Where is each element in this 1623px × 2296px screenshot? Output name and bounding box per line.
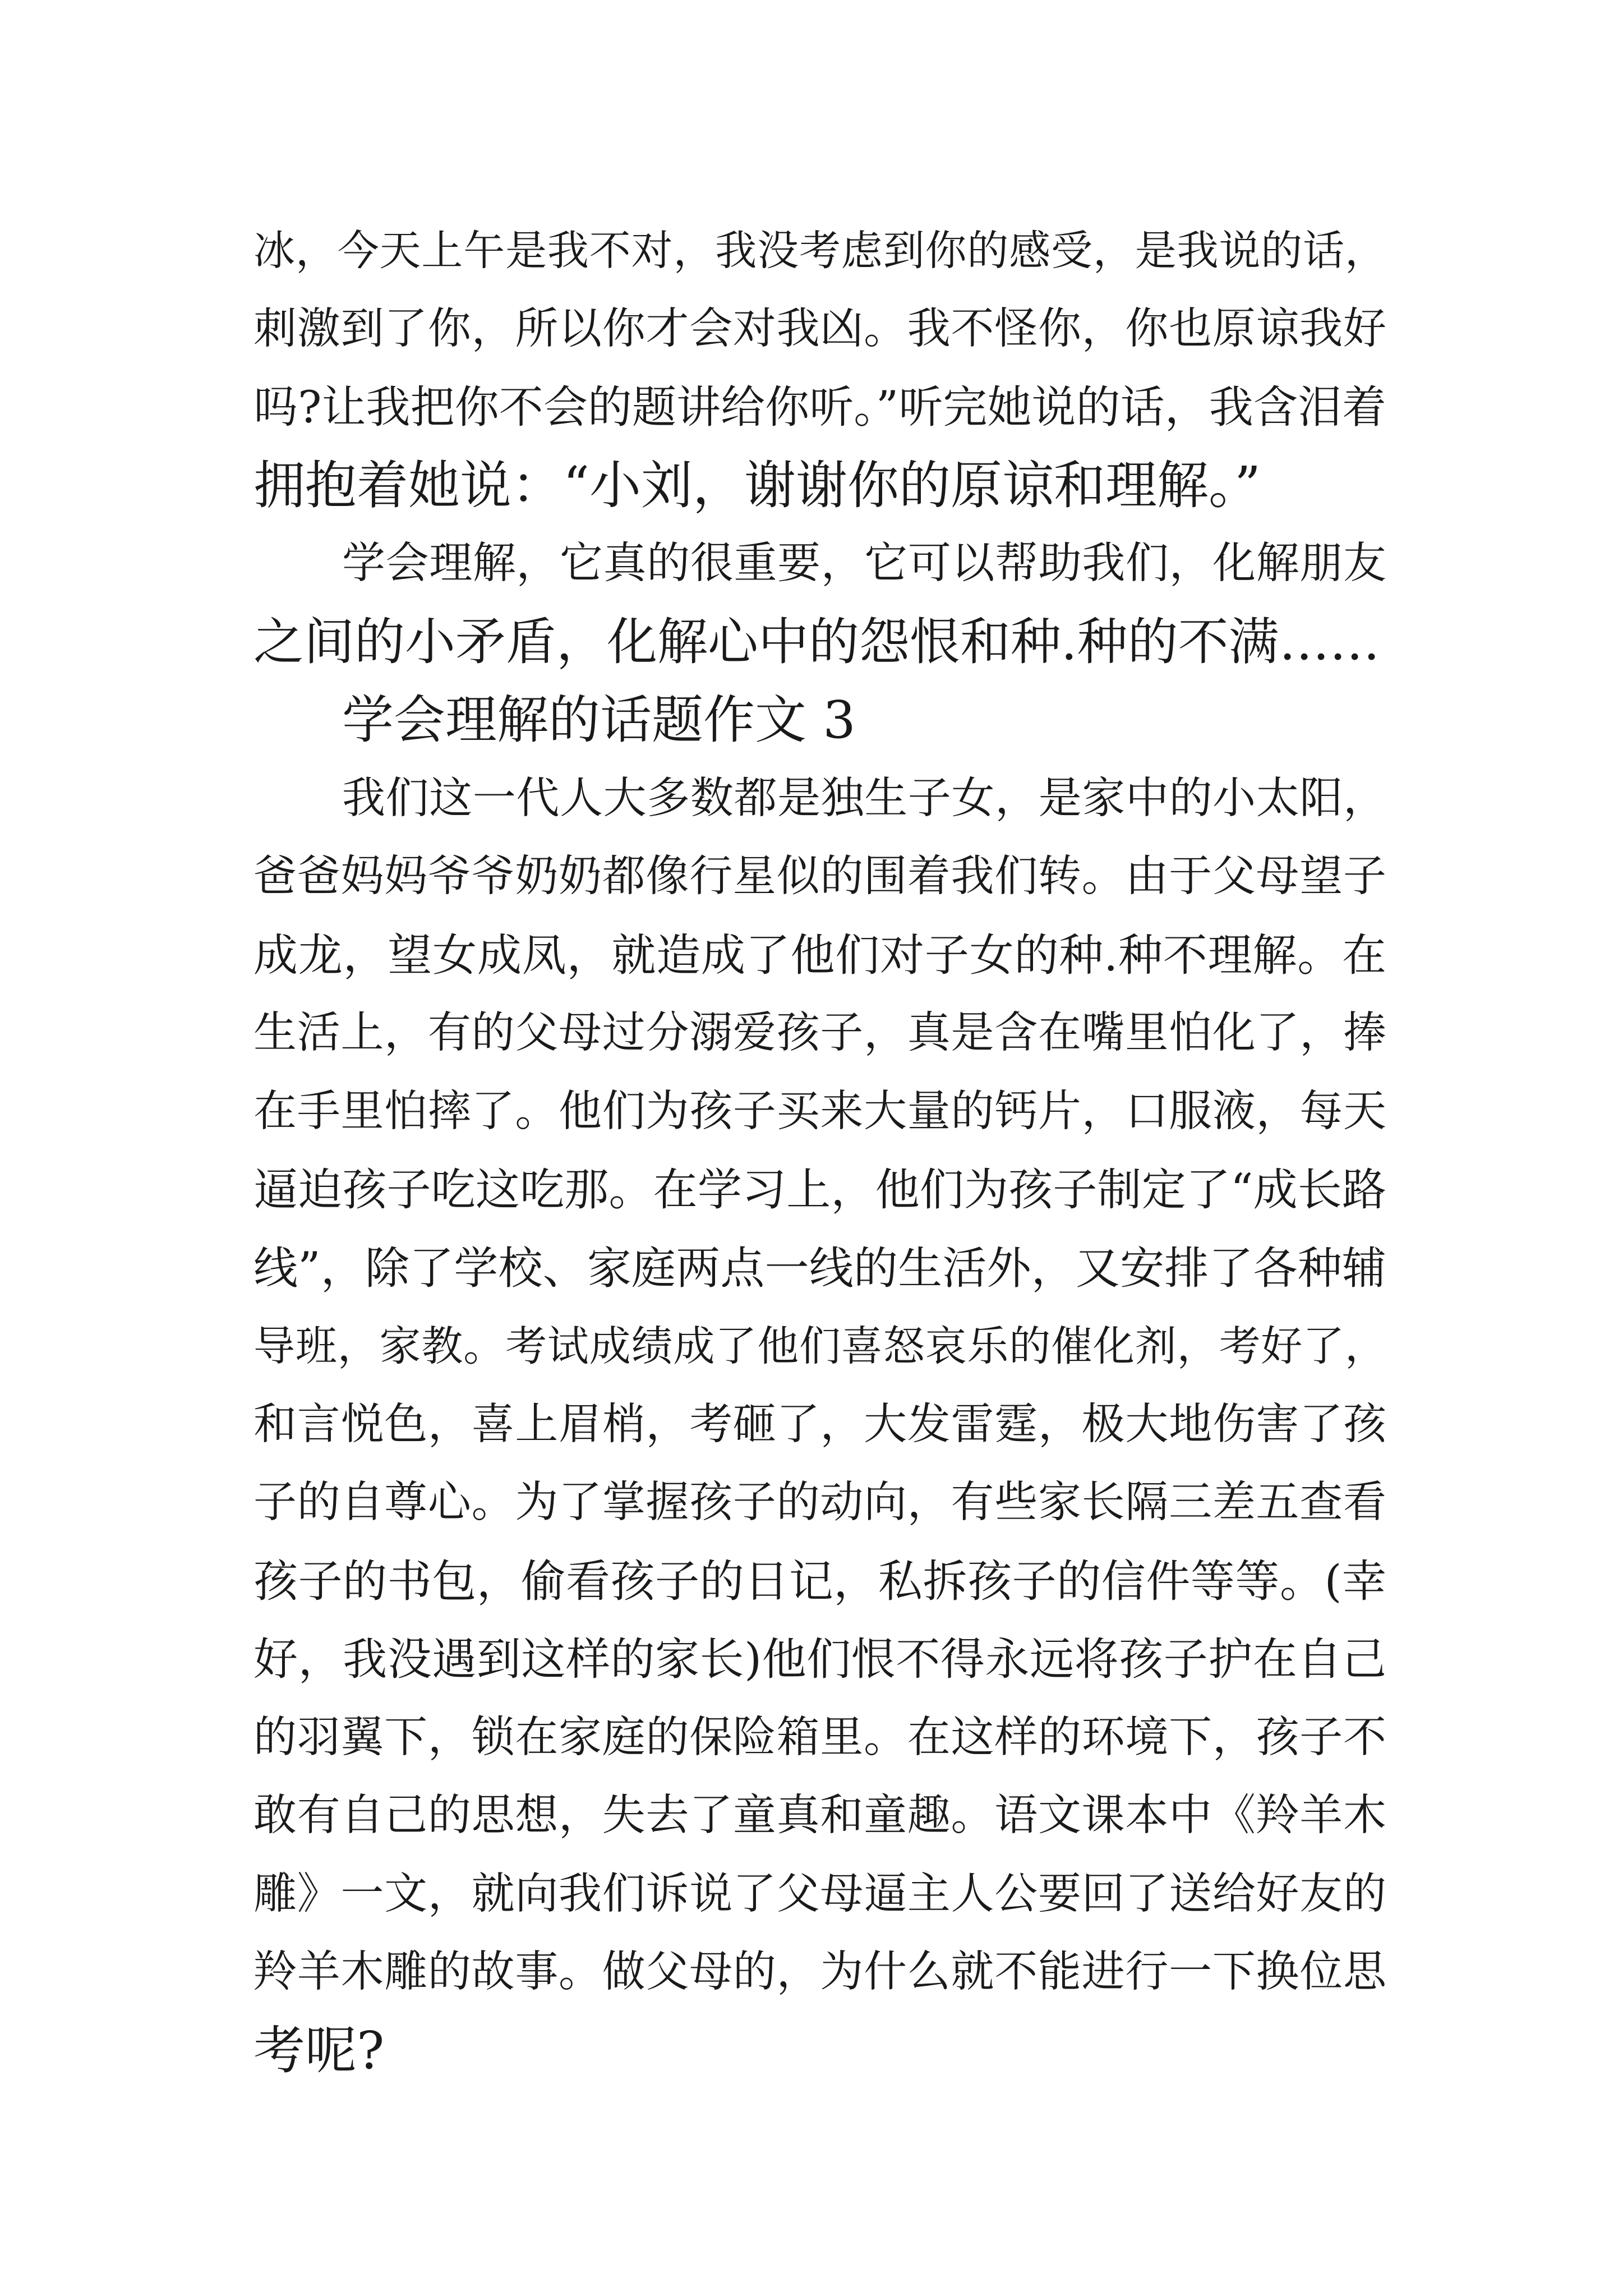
text-line: 雕》一文，就向我们诉说了父母逼主人公要回了送给好友的 [253, 1869, 1386, 1919]
text-line: 爸爸妈妈爷爷奶奶都像行星似的围着我们转。由于父母望子 [253, 852, 1386, 901]
text-line: 逼迫孩子吃这吃那。在学习上，他们为孩子制定了“成长路 [253, 1164, 1386, 1216]
text-line: 孩子的书包，偷看孩子的日记，私拆孩子的信件等等。(幸 [253, 1556, 1386, 1607]
text-line: 吗?让我把你不会的题讲给你听。”听完她说的话，我含泪着 [253, 381, 1386, 433]
text-line: 羚羊木雕的故事。做父母的，为什么就不能进行一下换位思 [253, 1947, 1386, 1997]
text-line: 子的自尊心。为了掌握孩子的动向，有些家长隔三差五查看 [253, 1478, 1386, 1527]
text-line: 的羽翼下，锁在家庭的保险箱里。在这样的环境下，孩子不 [253, 1713, 1386, 1763]
text-line: 冰，今天上午是我不对，我没考虑到你的感受，是我说的话， [253, 227, 1386, 275]
section-heading: 学会理解的话题作文 3 [342, 690, 856, 750]
text-line: 拥抱着她说：“小刘，谢谢你的原谅和理解。” [253, 455, 1261, 516]
paragraph-first-line: 学会理解，它真的很重要，它可以帮助我们，化解朋友 [342, 539, 1386, 588]
text-line: 之间的小矛盾，化解心中的怨恨和种.种的不满…… [253, 613, 1380, 671]
text-line: 好，我没遇到这样的家长)他们恨不得永远将孩子护在自己 [253, 1634, 1386, 1685]
text-line: 刺激到了你，所以你才会对我凶。我不怪你，你也原谅我好 [253, 304, 1386, 354]
text-line: 导班，家教。考试成绩成了他们喜怒哀乐的催化剂，考好了， [253, 1322, 1386, 1370]
text-line: 线”，除了学校、家庭两点一线的生活外，又安排了各种辅 [253, 1243, 1386, 1294]
text-line: 敢有自己的思想，失去了童真和童趣。语文课本中《羚羊木 [253, 1791, 1386, 1841]
text-line: 和言悦色，喜上眉梢，考砸了，大发雷霆，极大地伤害了孩 [253, 1400, 1386, 1450]
text-line: 考呢? [253, 2021, 385, 2081]
text-line: 成龙，望女成凤，就造成了他们对子女的种.种不理解。在 [253, 930, 1386, 981]
paragraph-first-line: 我们这一代人大多数都是独生子女，是家中的小太阳， [342, 774, 1386, 823]
text-line: 生活上，有的父母过分溺爱孩子，真是含在嘴里怕化了，捧 [253, 1008, 1386, 1058]
text-line: 在手里怕摔了。他们为孩子买来大量的钙片，口服液，每天 [253, 1087, 1386, 1137]
